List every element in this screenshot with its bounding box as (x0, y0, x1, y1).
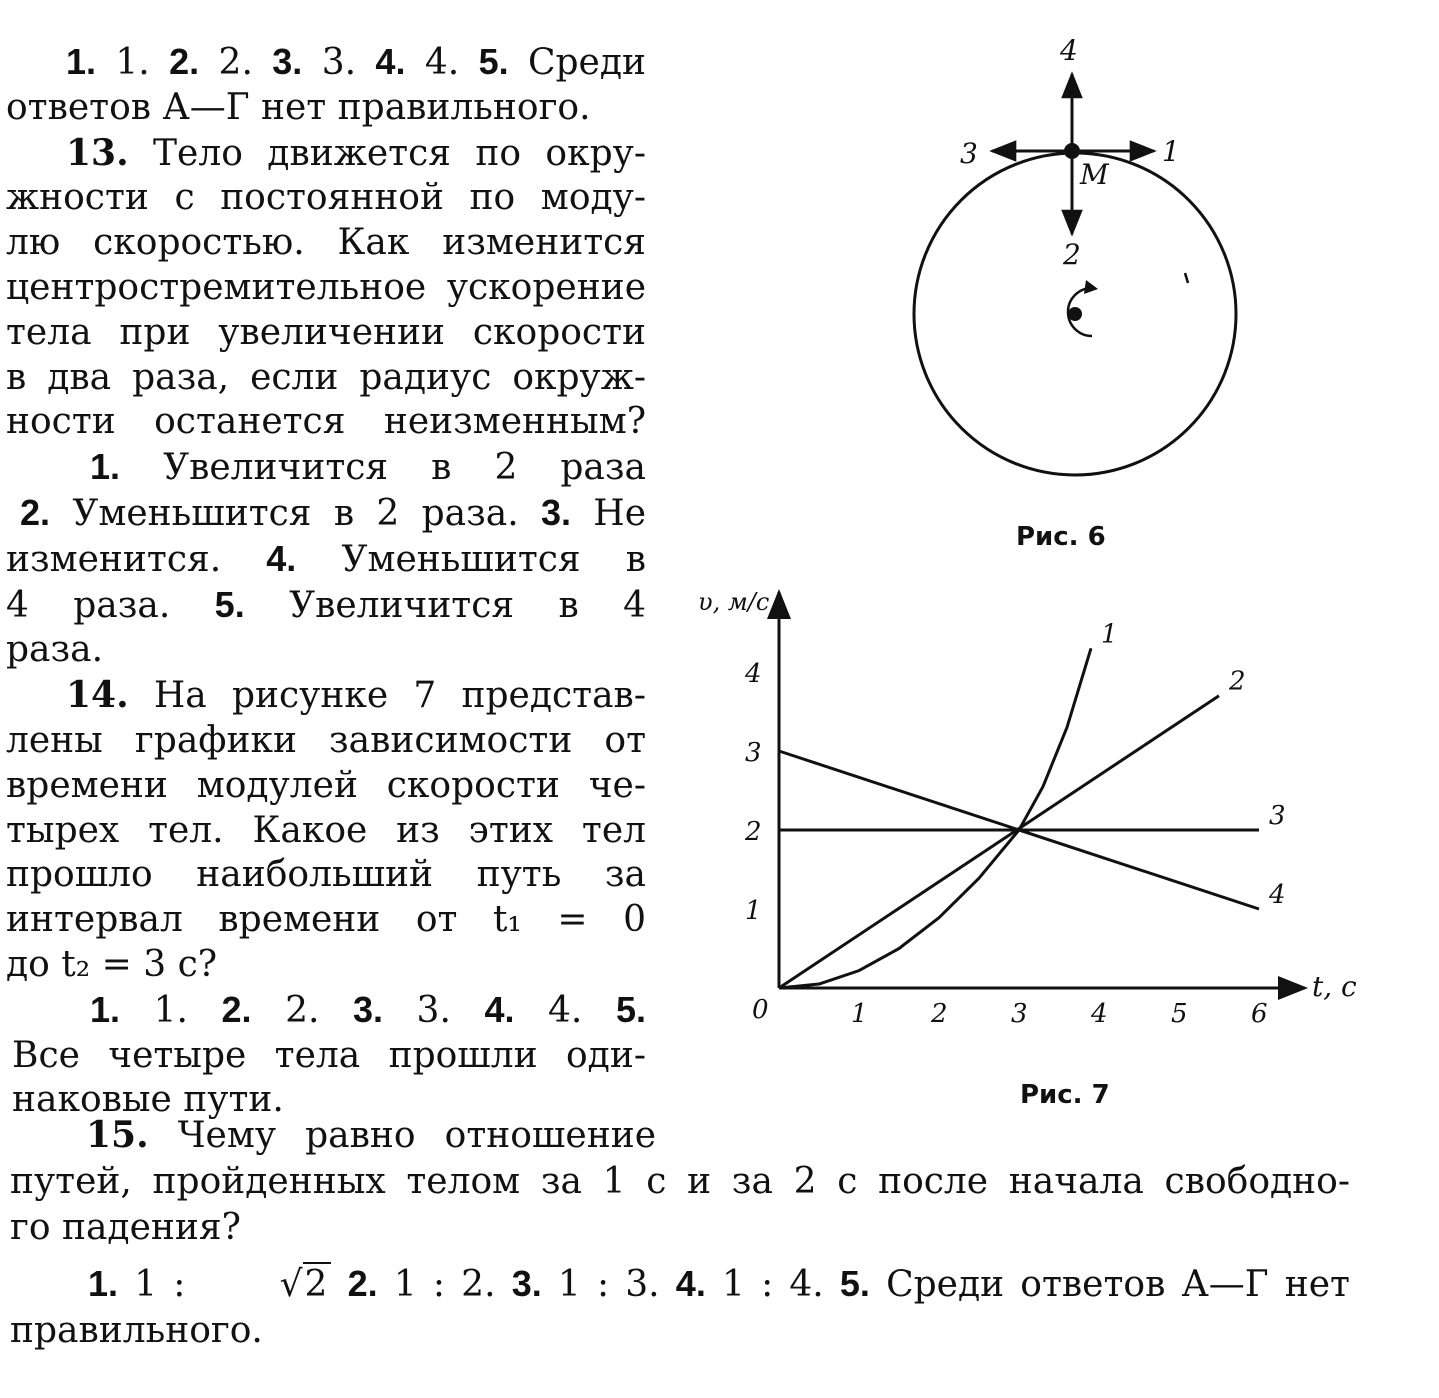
question-number: 13. (66, 131, 129, 174)
arrow-label-4: 4 (1060, 34, 1078, 67)
series-label-3: 3 (1269, 801, 1286, 831)
answer-text: Все четыре тела прошли оди- (12, 1034, 646, 1076)
q13-line (6, 131, 646, 177)
answer-text: наковые пути. (12, 1079, 284, 1121)
question-text: тела при увеличении скорости (6, 311, 646, 353)
question-text: центростремительное ускорение (6, 266, 646, 308)
question-text: путей, пройденных телом за 1 с и за 2 с после начала свободно- (10, 1161, 1350, 1202)
q12-answers (6, 40, 646, 86)
answer-text: 1. (115, 42, 150, 83)
answer-number: 4. (675, 1263, 706, 1304)
series-label-1: 1 (1101, 619, 1118, 650)
answer-number: 2. (221, 988, 252, 1030)
answer-number: 4. (375, 41, 406, 82)
answer-number: 1. (88, 1263, 119, 1304)
x-tick-label: 3 (1011, 999, 1028, 1029)
answer-text: Увеличится в 2 раза (163, 447, 646, 489)
answer-text: правильного. (10, 1310, 263, 1351)
answer-text: 3. (416, 989, 451, 1031)
question-text: жности с постоянной по моду- (6, 177, 646, 219)
answer-text: раза. (6, 629, 104, 671)
answer-number: 2. (169, 41, 200, 82)
question-text: го падения? (10, 1207, 241, 1248)
series-label-4: 4 (1269, 880, 1286, 910)
y-tick-label: 1 (745, 896, 762, 926)
y-tick-label: 3 (745, 738, 762, 768)
q13-answer-1 (6, 445, 646, 491)
arrow-label-3: 3 (960, 137, 978, 170)
answer-number: 2. (347, 1263, 378, 1304)
answer-number: 3. (511, 1263, 542, 1304)
answer-number: 3. (272, 41, 303, 82)
answer-text: 1 : 3. (557, 1264, 660, 1305)
x-tick-label: 1 (851, 999, 868, 1029)
answer-text: Среди ответов А—Г нет (886, 1264, 1350, 1305)
question-text: прошло наибольший путь за (6, 854, 646, 896)
answer-number: 5. (214, 583, 245, 625)
sqrt-symbol: √2 (202, 1262, 332, 1308)
text-column (6, 40, 646, 1123)
y-axis-label: υ, м/с (698, 588, 770, 616)
q13-answer-4 (6, 537, 646, 583)
arrow-label-1: 1 (1162, 135, 1180, 168)
answer-text: 1 : 4. (722, 1264, 824, 1305)
q15-line (10, 1112, 656, 1159)
answer-text: изменится. (6, 538, 222, 580)
x-axis-label: t, с (1312, 970, 1357, 1003)
x-tick-label: 5 (1171, 999, 1188, 1029)
question-text: лены графики зависимости от (6, 719, 646, 761)
origin-label: 0 (752, 995, 769, 1025)
answer-text: 3. (321, 42, 357, 83)
answer-number: 4. (484, 988, 515, 1030)
answer-text: 1 : (134, 1264, 186, 1305)
answer-number: 5. (615, 988, 646, 1030)
question-text: На рисунке 7 представ- (153, 675, 646, 717)
answer-text: 4 раза. (6, 584, 171, 626)
q14-line (6, 673, 646, 719)
answer-text: 4. (424, 42, 460, 83)
radicand: 2 (303, 1262, 332, 1305)
answer-number: 2. (20, 491, 51, 533)
figure-7-caption: Рис. 7 (1020, 1080, 1110, 1110)
answer-number: 1. (66, 41, 97, 82)
y-tick-label: 2 (745, 817, 762, 847)
figure-6-caption: Рис. 6 (1016, 522, 1106, 552)
question-number: 14. (66, 674, 129, 717)
rotation-arrowhead-icon (1084, 280, 1098, 294)
x-tick-label: 4 (1091, 999, 1108, 1029)
question-text: времени модулей скорости че- (6, 764, 646, 806)
q14-answers (6, 988, 646, 1034)
tick-mark (1185, 273, 1188, 283)
answer-number: 3. (540, 491, 571, 533)
series-line-2 (779, 696, 1219, 988)
question-number: 15. (86, 1114, 149, 1156)
question-text: интервал времени от t₁ = 0 (6, 899, 646, 941)
series-line-1 (779, 648, 1091, 988)
question-text: Чему равно отношение (177, 1115, 656, 1156)
arrow-label-2: 2 (1063, 238, 1081, 271)
figure-7-velocity-chart (680, 570, 1380, 1050)
answer-number: 1. (90, 988, 121, 1030)
answer-text: 4. (548, 989, 583, 1031)
answer-text: Среди (527, 42, 647, 83)
question-text: Тело движется по окру- (153, 132, 646, 174)
series-label-2: 2 (1229, 666, 1246, 697)
answer-text: ответов А—Г нет правильного. (6, 86, 591, 128)
answer-number: 3. (352, 988, 383, 1030)
answer-number: 5. (478, 41, 509, 82)
answer-text: Уменьшится в 2 раза. (72, 492, 519, 534)
question-text: в два раза, если радиус окруж- (6, 356, 646, 398)
answer-number: 1. (90, 446, 121, 488)
answer-text: Уменьшится в (341, 538, 646, 580)
y-tick-label: 4 (745, 659, 762, 689)
q15-block (10, 1112, 1350, 1354)
question-text: лю скоростью. Как изменится (6, 222, 646, 264)
question-text: до t₂ = 3 с? (6, 943, 218, 985)
answer-text: 2. (218, 42, 253, 83)
answer-text: 1. (153, 989, 188, 1031)
question-text: ности останется неизменным? (6, 401, 646, 443)
answer-text: 2. (285, 989, 320, 1031)
x-tick-label: 2 (931, 999, 948, 1029)
answer-text: 1 : 2. (393, 1264, 496, 1305)
q13-answers-2-3 (6, 491, 646, 537)
answer-number: 4. (266, 537, 297, 579)
answer-number: 5. (839, 1263, 870, 1304)
answer-text: Не (593, 492, 646, 534)
figure-6-circle-diagram (900, 30, 1260, 500)
q15-answers (10, 1261, 1350, 1308)
x-tick-label: 6 (1251, 999, 1268, 1029)
q13-answer-5 (6, 583, 646, 629)
point-label-m: M (1080, 158, 1109, 191)
question-text: тырех тел. Какое из этих тел (6, 809, 646, 851)
answer-text: Увеличится в 4 (289, 584, 646, 626)
